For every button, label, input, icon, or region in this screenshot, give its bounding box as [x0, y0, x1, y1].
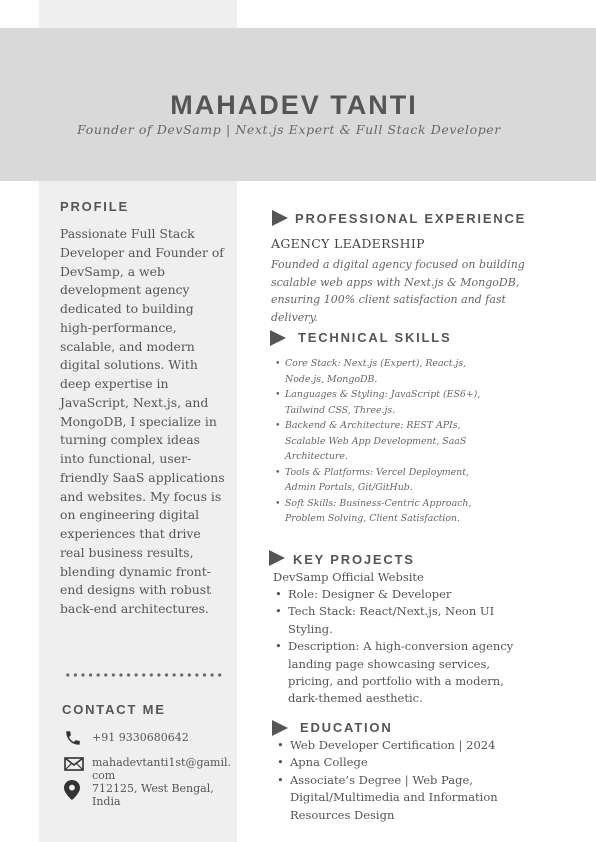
email-address: mahadevtanti1st@gamil.com — [92, 756, 232, 782]
skills-heading: TECHNICAL SKILLS — [298, 330, 452, 345]
project-title: DevSamp Official Website — [273, 570, 424, 584]
education-list — [277, 737, 527, 824]
list-item: • Apna College — [277, 754, 527, 771]
envelope-icon — [64, 756, 82, 774]
location-pin-icon — [64, 780, 82, 798]
list-item: • Role: Designer & Developer — [275, 586, 525, 603]
profile-text: Passionate Full Stack Developer and Founder of DevSamp, a web development agency dedicated to building high-performance, scalable, and modern digital solutions. With deep expertise in JavaScript, Next.js, and MongoDB, I specialize in turning complex ideas into functional, user-friendly SaaS applications and websites. My focus is on engineering digital experiences that drive real business results, blending dynamic front-end designs with robust back-end architectures. — [60, 226, 225, 616]
triangle-bullet-icon — [272, 210, 288, 226]
skills-list — [275, 356, 495, 527]
list-item: • Web Developer Certification | 2024 — [277, 737, 527, 754]
list-item: • Soft Skills: Business-Centric Approach, Problem Solving, Client Satisfaction. — [275, 496, 495, 527]
phone-icon — [64, 729, 82, 747]
triangle-bullet-icon — [272, 720, 288, 736]
contact-heading: CONTACT ME — [62, 702, 166, 717]
experience-subheading: AGENCY LEADERSHIP — [271, 236, 425, 251]
list-item: • Description: A high-conversion agency landing page showcasing services, pricing, and portfolio with a modern, dark-themed aesthetic. — [275, 638, 525, 708]
experience-description: Founded a digital agency focused on building scalable web apps with Next.js & MongoDB, ensuring 100% client satisfaction and fast delivery. — [271, 258, 525, 324]
projects-heading: KEY PROJECTS — [293, 552, 415, 567]
list-item: • Backend & Architecture: REST APIs, Scalable Web App Development, SaaS Architecture. — [275, 418, 495, 465]
list-item: • Core Stack: Next.js (Expert), React.js, Node.js, MongoDB. — [275, 356, 495, 387]
list-item: • Languages & Styling: JavaScript (ES6+), Tailwind CSS, Three.js. — [275, 387, 495, 418]
list-item: • Tools & Platforms: Vercel Deployment, Admin Portals, Git/GitHub. — [275, 465, 495, 496]
address: 712125, West Bengal, India — [92, 782, 214, 808]
list-item: • Associate’s Degree | Web Page, Digital/Multimedia and Information Resources Design — [277, 772, 527, 824]
candidate-name: MAHADEV TANTI — [170, 90, 418, 120]
phone-number: +91 9330680642 — [92, 731, 189, 744]
candidate-tagline: Founder of DevSamp | Next.js Expert & Full Stack Developer — [77, 122, 501, 137]
triangle-bullet-icon — [270, 330, 286, 346]
section-divider — [64, 672, 224, 678]
triangle-bullet-icon — [269, 550, 285, 566]
profile-heading: PROFILE — [60, 199, 129, 214]
project-details-list — [275, 586, 525, 708]
experience-heading: PROFESSIONAL EXPERIENCE — [295, 211, 527, 226]
list-item: • Tech Stack: React/Next.js, Neon UI Styling. — [275, 603, 525, 638]
education-heading: EDUCATION — [300, 720, 393, 735]
